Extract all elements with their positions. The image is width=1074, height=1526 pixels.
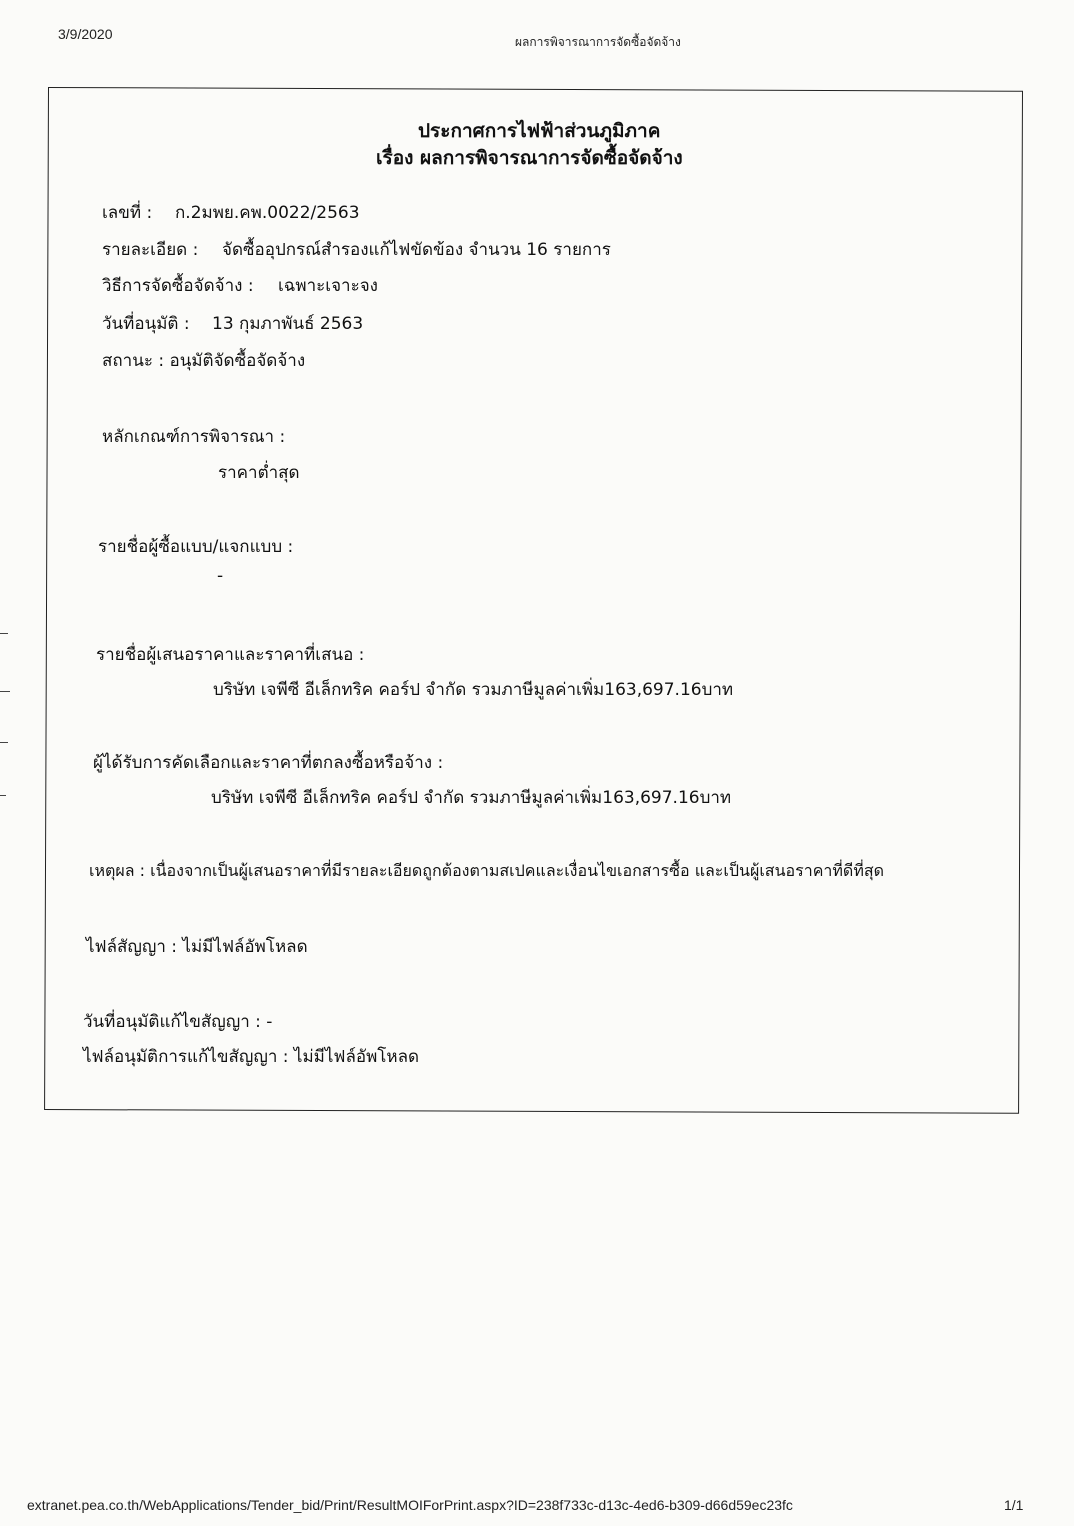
approve-date-label: วันที่อนุมัติ :: [102, 314, 190, 334]
method-value: เฉพาะเจาะจง: [278, 276, 378, 296]
number-label: เลขที่ :: [102, 203, 153, 223]
print-url: extranet.pea.co.th/WebApplications/Tender_bid/Print/ResultMOIForPrint.aspx?ID=238f733c-d13c-4ed6-b309-d66d59ec23fc: [27, 1497, 793, 1513]
winner-value: บริษัท เจพีซี อีเล็กทริค คอร์ป จำกัด รวมภาษีมูลค่าเพิ่ม163,697.16บาท: [211, 788, 732, 808]
scan-edge-mark: [0, 633, 8, 634]
scan-edge-mark: [0, 742, 8, 743]
detail-label: รายละเอียด :: [102, 240, 199, 260]
reason-text: เหตุผล : เนื่องจากเป็นผู้เสนอราคาที่มีรายละเอียดถูกต้องตามสเปคและเงื่อนไขเอกสารซื้อ และเป็นผู้เสนอราคาที่ดีที่สุด: [89, 861, 885, 880]
amend-date-text: วันที่อนุมัติแก้ไขสัญญา : -: [83, 1012, 273, 1032]
announcement-title: ประกาศการไฟฟ้าส่วนภูมิภาค: [418, 120, 661, 142]
contract-file-text: ไฟล์สัญญา : ไม่มีไฟล์อัพโหลด: [86, 937, 308, 957]
number-value: ก.2มพย.คพ.0022/2563: [175, 203, 360, 223]
detail-value: จัดซื้ออุปกรณ์สำรองแก้ไฟขัดข้อง จำนวน 16 รายการ: [222, 240, 611, 260]
print-page-title: ผลการพิจารณาการจัดซื้อจัดจ้าง: [515, 35, 681, 49]
bidders-label: รายชื่อผู้เสนอราคาและราคาที่เสนอ :: [96, 645, 365, 665]
criteria-label: หลักเกณฑ์การพิจารณา :: [102, 427, 286, 447]
bidders-value: บริษัท เจพีซี อีเล็กทริค คอร์ป จำกัด รวมภาษีมูลค่าเพิ่ม163,697.16บาท: [213, 680, 734, 700]
approve-date-value: 13 กุมภาพันธ์ 2563: [212, 314, 364, 334]
buyers-label: รายชื่อผู้ซื้อแบบ/แจกแบบ :: [98, 537, 294, 557]
amend-file-text: ไฟล์อนุมัติการแก้ไขสัญญา : ไม่มีไฟล์อัพโหลด: [83, 1047, 420, 1067]
print-date: 3/9/2020: [58, 26, 113, 42]
announcement-subject: เรื่อง ผลการพิจารณาการจัดซื้อจัดจ้าง: [376, 147, 683, 169]
scan-edge-mark: [0, 795, 6, 796]
buyers-value: -: [217, 566, 224, 586]
criteria-value: ราคาต่ำสุด: [218, 463, 300, 483]
status-text: สถานะ : อนุมัติจัดซื้อจัดจ้าง: [102, 351, 306, 371]
scan-edge-mark: [0, 691, 10, 692]
page-number: 1/1: [1004, 1497, 1024, 1513]
method-label: วิธีการจัดซื้อจัดจ้าง :: [102, 276, 254, 296]
winner-label: ผู้ได้รับการคัดเลือกและราคาที่ตกลงซื้อหรือจ้าง :: [93, 753, 444, 773]
